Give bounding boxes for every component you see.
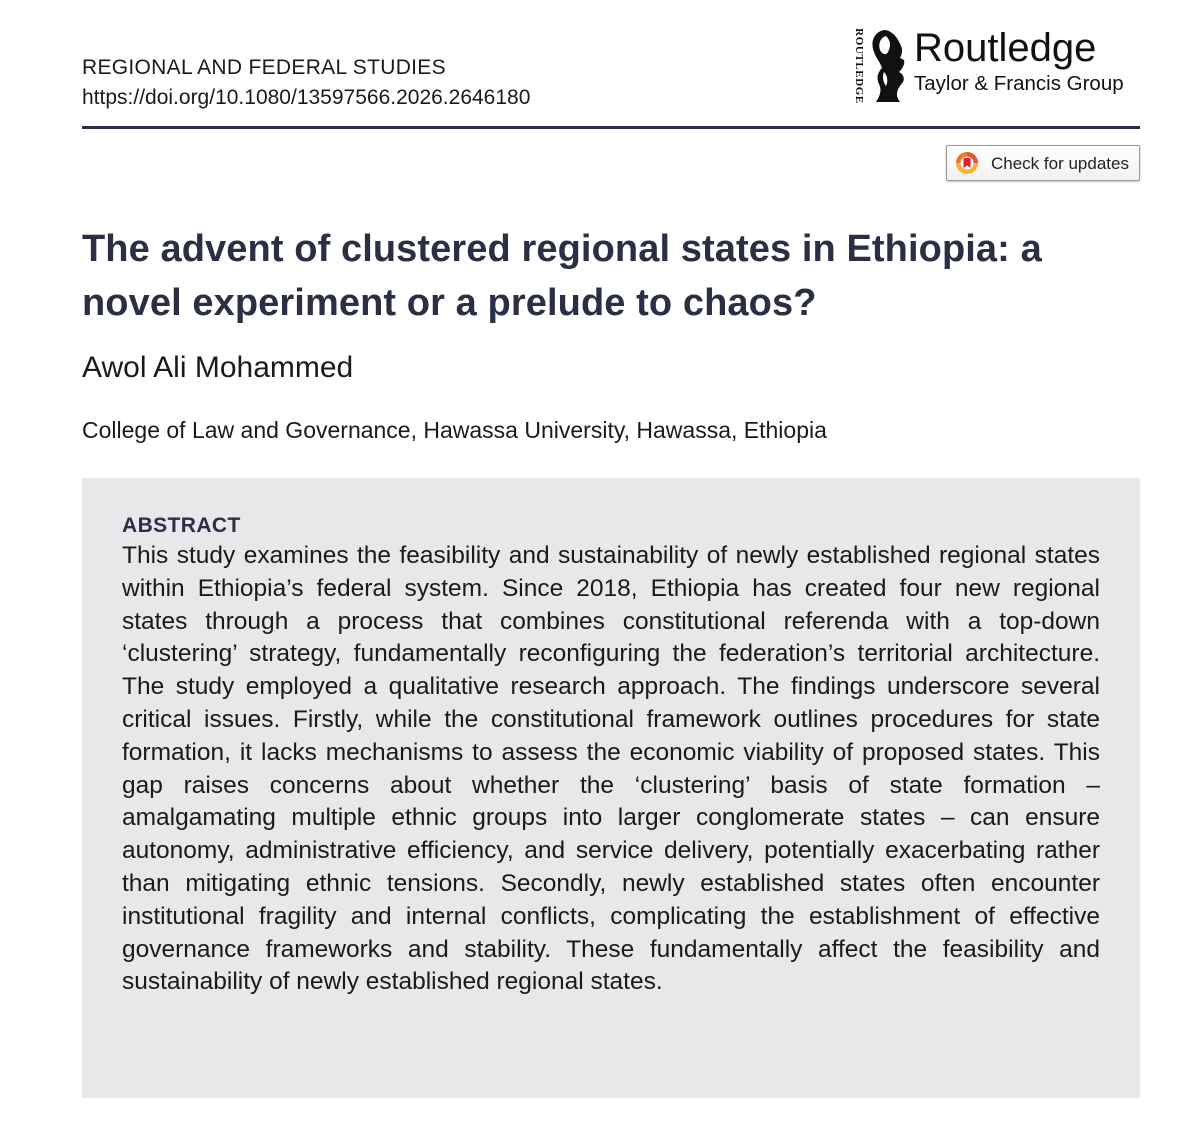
crossmark-badge-icon <box>955 151 979 175</box>
journal-header <box>82 26 1140 126</box>
abstract-heading: ABSTRACT <box>122 514 241 537</box>
publisher-brand: Routledge <box>914 26 1097 70</box>
article-title: The advent of clustered regional states in Ethiopia: a novel experiment or a prelude to chaos? <box>82 228 1042 324</box>
check-for-updates-button[interactable] <box>946 145 1140 181</box>
abstract-panel <box>82 478 1140 1098</box>
publisher-logo[interactable] <box>850 26 1140 106</box>
header-divider <box>82 126 1140 129</box>
routledge-profile-logo-icon <box>870 28 906 104</box>
doi-link[interactable]: https://doi.org/10.1080/13597566.2026.2646180 <box>82 86 531 109</box>
abstract-text: This study examines the feasibility and sustainability of newly established regional states within Ethiopia’s federal system. Since 2018, Ethiopia has created four new regional states through a process that combines constitutional referenda with a top-down ‘clustering’ strategy, fundamentally reconfiguring the federation’s territorial architecture. The study employed a qualitative research approach. The findings underscore several critical issues. Firstly, while the constitutional framework outlines procedures for state formation, it lacks mechanisms to assess the economic viability of proposed states. This gap raises concerns about whether the ‘clustering’ basis of state formation – amalgamating multiple ethnic groups into larger conglomerate states – can ensure autonomy, administrative efficiency, and service delivery, potentially exacerbating rather than mitigating ethnic tensions. Secondly, newly established states often encounter institutional fragility and internal conflicts, complicating the establishment of effective governance frameworks and stability. These fundamentally affect the feasibility and sustainability of newly established regional states. <box>122 542 1100 996</box>
author-affiliation: College of Law and Governance, Hawassa University, Hawassa, Ethiopia <box>82 417 827 443</box>
check-for-updates-label: Check for updates <box>991 154 1129 173</box>
publisher-vertical-wordmark <box>850 26 868 106</box>
publisher-vertical-text: ROUTLEDGE <box>853 28 865 104</box>
publisher-tagline: Taylor & Francis Group <box>914 72 1124 95</box>
journal-name: REGIONAL AND FEDERAL STUDIES <box>82 56 446 79</box>
article-author[interactable]: Awol Ali Mohammed <box>82 351 354 384</box>
